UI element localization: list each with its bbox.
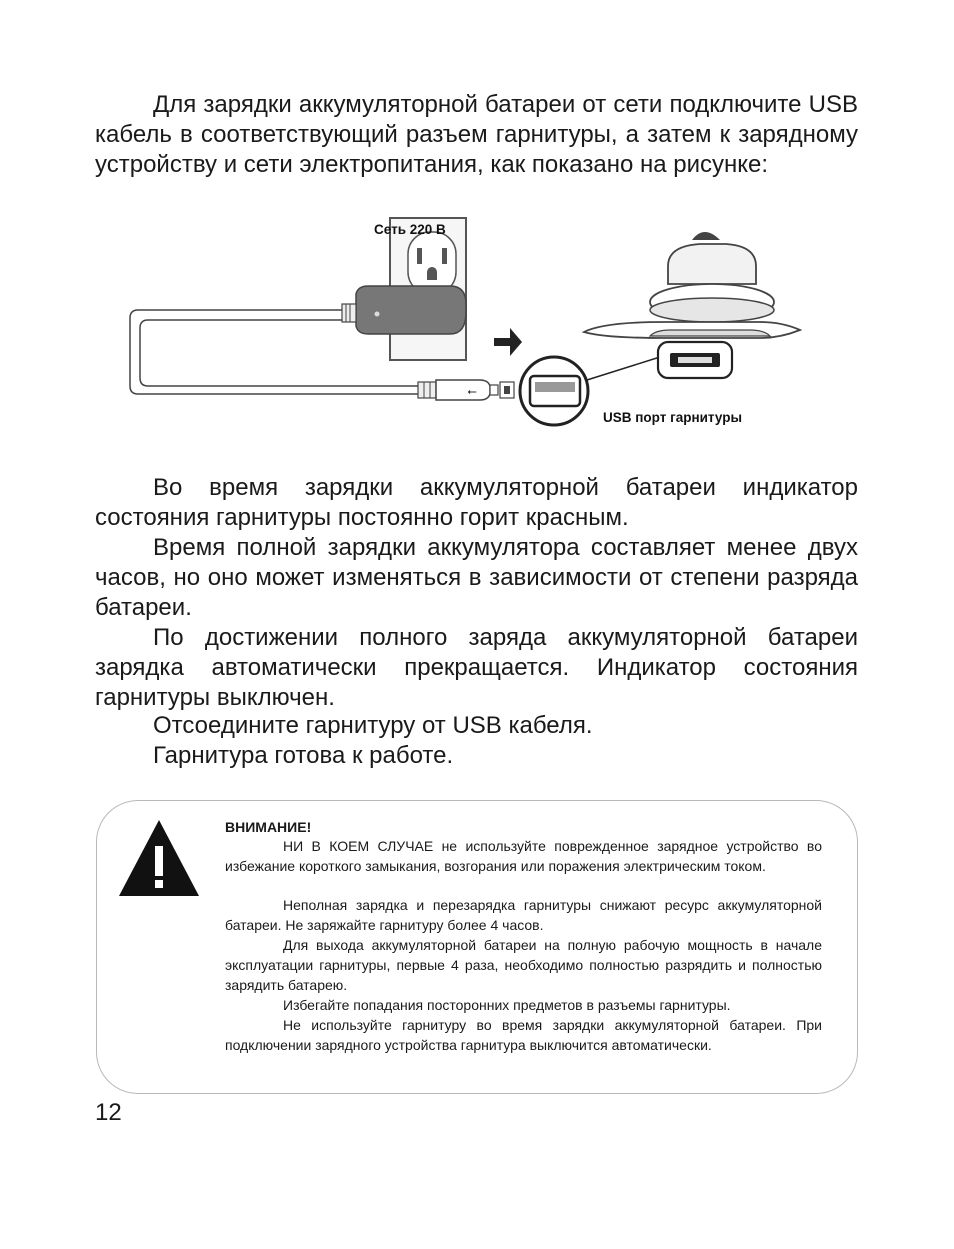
usb-plug	[436, 380, 490, 400]
paragraph-disconnect: Отсоедините гарнитуру от USB кабеля.	[153, 712, 593, 739]
warning-item: Неполная зарядка и перезарядка гарнитуры снижают ресурс аккумуляторной батареи. Не заряжайте гарнитуру более 4 часов.	[225, 897, 822, 933]
outlet-label: Сеть 220 В	[374, 222, 446, 237]
paragraph-charging-indicator: Во время зарядки аккумуляторной батареи индикатор состояния гарнитуры постоянно горит красным.	[95, 474, 858, 531]
page-number: 12	[95, 1099, 122, 1126]
paragraph-full-charge: По достижении полного заряда аккумуляторной батареи зарядка автоматически прекращается. Индикатор состояния гарнитуры выключен.	[95, 624, 858, 711]
outlet-socket	[408, 232, 456, 294]
warning-title: ВНИМАНИЕ!	[225, 819, 312, 835]
arrow-icon	[494, 328, 522, 356]
usb-port-label: USB порт гарнитуры	[603, 410, 742, 425]
charger-adapter	[356, 286, 466, 334]
warning-triangle-icon	[117, 818, 201, 898]
warning-item: НИ В КОЕМ СЛУЧАЕ не используйте поврежденное зарядное устройство во избежание короткого замыкания, возгорания или поражения электрическим током.	[225, 838, 822, 874]
headset-top	[668, 244, 756, 284]
paragraph-ready: Гарнитура готова к работе.	[153, 742, 454, 769]
warning-item: Избегайте попадания посторонних предметов в разъемы гарнитуры.	[283, 997, 731, 1013]
charging-diagram	[120, 210, 810, 450]
usb-symbol-icon: ⭠	[467, 384, 477, 398]
warning-item: Не используйте гарнитуру во время зарядки аккумуляторной батареи. При подключении зарядного устройства гарнитура выключится автоматически.	[225, 1017, 822, 1053]
intro-paragraph: Для зарядки аккумуляторной батареи от сети подключите USB кабель в соответствующий разъем гарнитуры, а затем к зарядному устройству и сети электропитания, как показано на рисунке:	[95, 91, 858, 178]
warning-item: Для выхода аккумуляторной батареи на полную рабочую мощность в начале эксплуатации гарнитуры, первые 4 раза, необходимо полностью разрядить и полностью зарядить батарею.	[225, 937, 822, 993]
paragraph-charging-time: Время полной зарядки аккумулятора составляет менее двух часов, но оно может изменяться в зависимости от степени разряда батареи.	[95, 534, 858, 621]
